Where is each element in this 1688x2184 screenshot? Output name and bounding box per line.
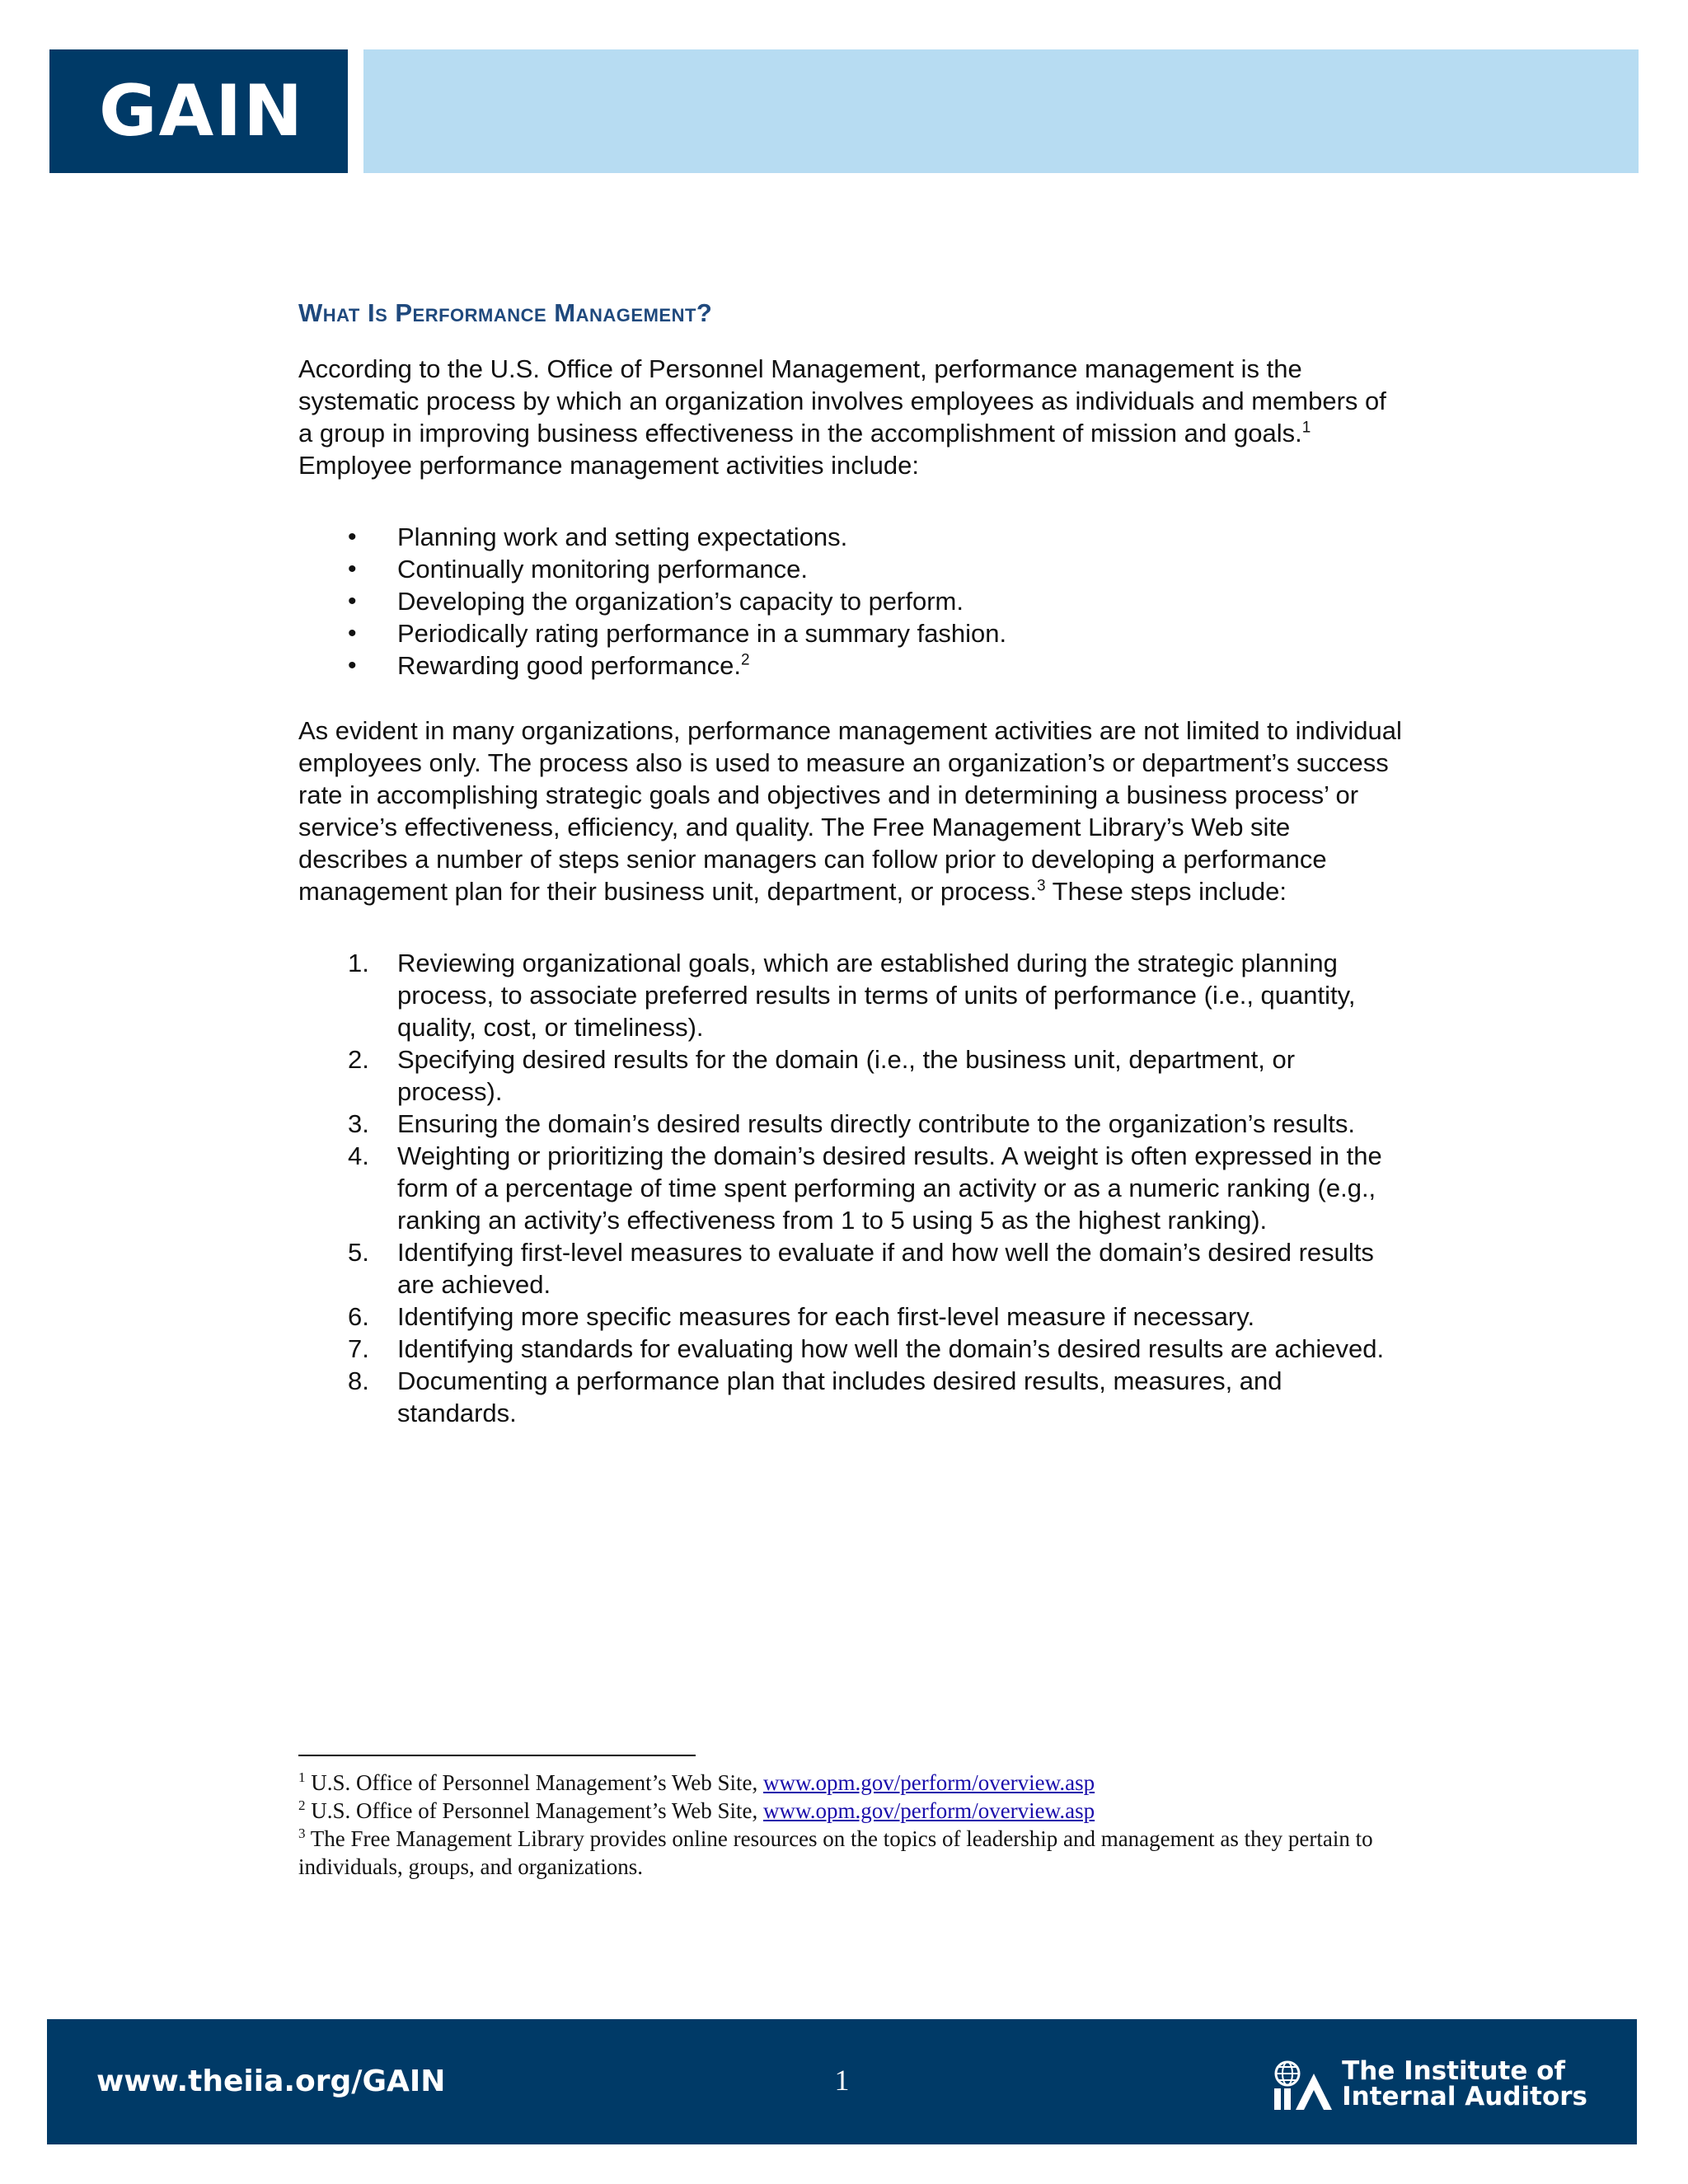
step-text: Identifying first-level measures to evaluate if and how well the domain’s desired results are achieved.	[397, 1238, 1374, 1299]
footnote-divider	[298, 1755, 696, 1756]
footnote-link[interactable]: www.opm.gov/perform/overview.asp	[762, 1798, 1095, 1823]
step-number: 5.	[348, 1238, 369, 1267]
step-text: Ensuring the domain’s desired results directly contribute to the organization’s results.	[397, 1109, 1355, 1138]
footnote-number: 3	[298, 1825, 306, 1841]
page-number: 1	[834, 2064, 850, 2097]
list-item-text: Rewarding good performance.	[397, 651, 742, 680]
footnote-2	[298, 1797, 1403, 1825]
footer	[47, 2019, 1637, 2144]
iia-logo	[1271, 2055, 1587, 2113]
bullet-icon: •	[348, 588, 357, 615]
list-item	[298, 585, 1403, 617]
step-number: 7.	[348, 1334, 369, 1363]
step-item	[298, 1043, 1403, 1108]
list-item-text: Developing the organization’s capacity to perform.	[397, 587, 964, 616]
step-item	[298, 1365, 1403, 1429]
org-name-line-2: Internal Auditors	[1342, 2082, 1587, 2111]
list-item	[298, 521, 1403, 553]
footnote-text: U.S. Office of Personnel Management’s Web Site,	[311, 1798, 763, 1823]
steps-intro-text-cont: These steps include:	[1045, 877, 1287, 906]
step-item	[298, 1301, 1403, 1333]
steps-list	[298, 947, 1403, 1429]
footnote-text: The Free Management Library provides online resources on the topics of leadership and management as they pertain to individuals, groups, and organizations.	[298, 1826, 1373, 1879]
step-number: 3.	[348, 1109, 369, 1138]
list-item	[298, 617, 1403, 649]
list-item-text: Planning work and setting expectations.	[397, 523, 848, 551]
steps-intro-text: As evident in many organizations, performance management activities are not limited to individual employees only. The process also is used to measure an organization’s or department’s success rate in accomplishing strategic goals and objectives and in determining a business process’ or service’s effectiveness, efficiency, and quality. The Free Management Library’s Web site describes a number of steps senior managers can follow prior to developing a performance management plan for their business unit, department, or process.	[298, 716, 1402, 906]
step-text: Identifying standards for evaluating how well the domain’s desired results are achieved.	[397, 1334, 1385, 1363]
footnote-ref-1[interactable]: 1	[1301, 419, 1311, 437]
footnote-ref-2[interactable]: 2	[741, 651, 750, 669]
footer-url-link[interactable]: www.theiia.org/GAIN	[96, 2064, 446, 2098]
step-item	[298, 1108, 1403, 1140]
step-item	[298, 1140, 1403, 1236]
step-text: Identifying more specific measures for each first-level measure if necessary.	[397, 1302, 1255, 1331]
step-number: 6.	[348, 1302, 369, 1331]
footnote-text: U.S. Office of Personnel Management’s Web Site,	[311, 1770, 763, 1795]
org-name-line-1: The Institute of	[1342, 2056, 1565, 2086]
footnotes	[298, 1769, 1403, 1881]
intro-paragraph	[298, 353, 1403, 481]
bullet-icon: •	[348, 620, 357, 647]
step-item	[298, 947, 1403, 1043]
list-item-text: Continually monitoring performance.	[397, 555, 808, 583]
list-item-text: Periodically rating performance in a summary fashion.	[397, 619, 1007, 648]
step-item	[298, 1236, 1403, 1301]
step-text: Documenting a performance plan that includes desired results, measures, and standards.	[397, 1366, 1282, 1427]
iia-globe-icon	[1271, 2057, 1335, 2111]
gain-logo-text: GAIN	[99, 70, 305, 152]
steps-intro-paragraph	[298, 715, 1403, 907]
bullet-icon: •	[348, 555, 357, 583]
step-number: 2.	[348, 1045, 369, 1074]
footnote-link[interactable]: www.opm.gov/perform/overview.asp	[762, 1770, 1095, 1795]
step-number: 1.	[348, 949, 369, 977]
main-content	[298, 297, 1403, 1429]
gain-logo	[49, 49, 348, 173]
activities-list	[298, 521, 1403, 682]
intro-text: According to the U.S. Office of Personnel Management, performance management is the systematic process by which an organization involves employees as individuals and members of a group in improving business effectiveness in the accomplishment of mission and goals.	[298, 354, 1386, 448]
bullet-icon: •	[348, 523, 357, 551]
step-item	[298, 1333, 1403, 1365]
step-text: Specifying desired results for the domain (i.e., the business unit, department, or process).	[397, 1045, 1296, 1106]
footnote-3	[298, 1825, 1403, 1881]
footnote-ref-3[interactable]: 3	[1037, 877, 1046, 895]
org-name	[1342, 2056, 1587, 2111]
footnote-number: 1	[298, 1769, 306, 1785]
footnote-number: 2	[298, 1797, 306, 1813]
page-title: What Is Performance Management?	[298, 298, 713, 327]
intro-text-cont: Employee performance management activities include:	[298, 451, 919, 480]
bullet-icon: •	[348, 652, 357, 679]
step-number: 8.	[348, 1366, 369, 1395]
step-text: Weighting or prioritizing the domain’s desired results. A weight is often expressed in the form of a percentage of time spent performing an activity or as a numeric ranking (e.g., ranking an activity’s effectiveness from 1 to 5 using 5 as the highest ranking).	[397, 1141, 1382, 1235]
footnote-1	[298, 1769, 1403, 1797]
header-band	[363, 49, 1639, 173]
list-item	[298, 649, 1403, 682]
step-number: 4.	[348, 1141, 369, 1170]
list-item	[298, 553, 1403, 585]
step-text: Reviewing organizational goals, which are established during the strategic planning process, to associate preferred results in terms of units of performance (i.e., quantity, quality, cost, or timeliness).	[397, 949, 1356, 1042]
